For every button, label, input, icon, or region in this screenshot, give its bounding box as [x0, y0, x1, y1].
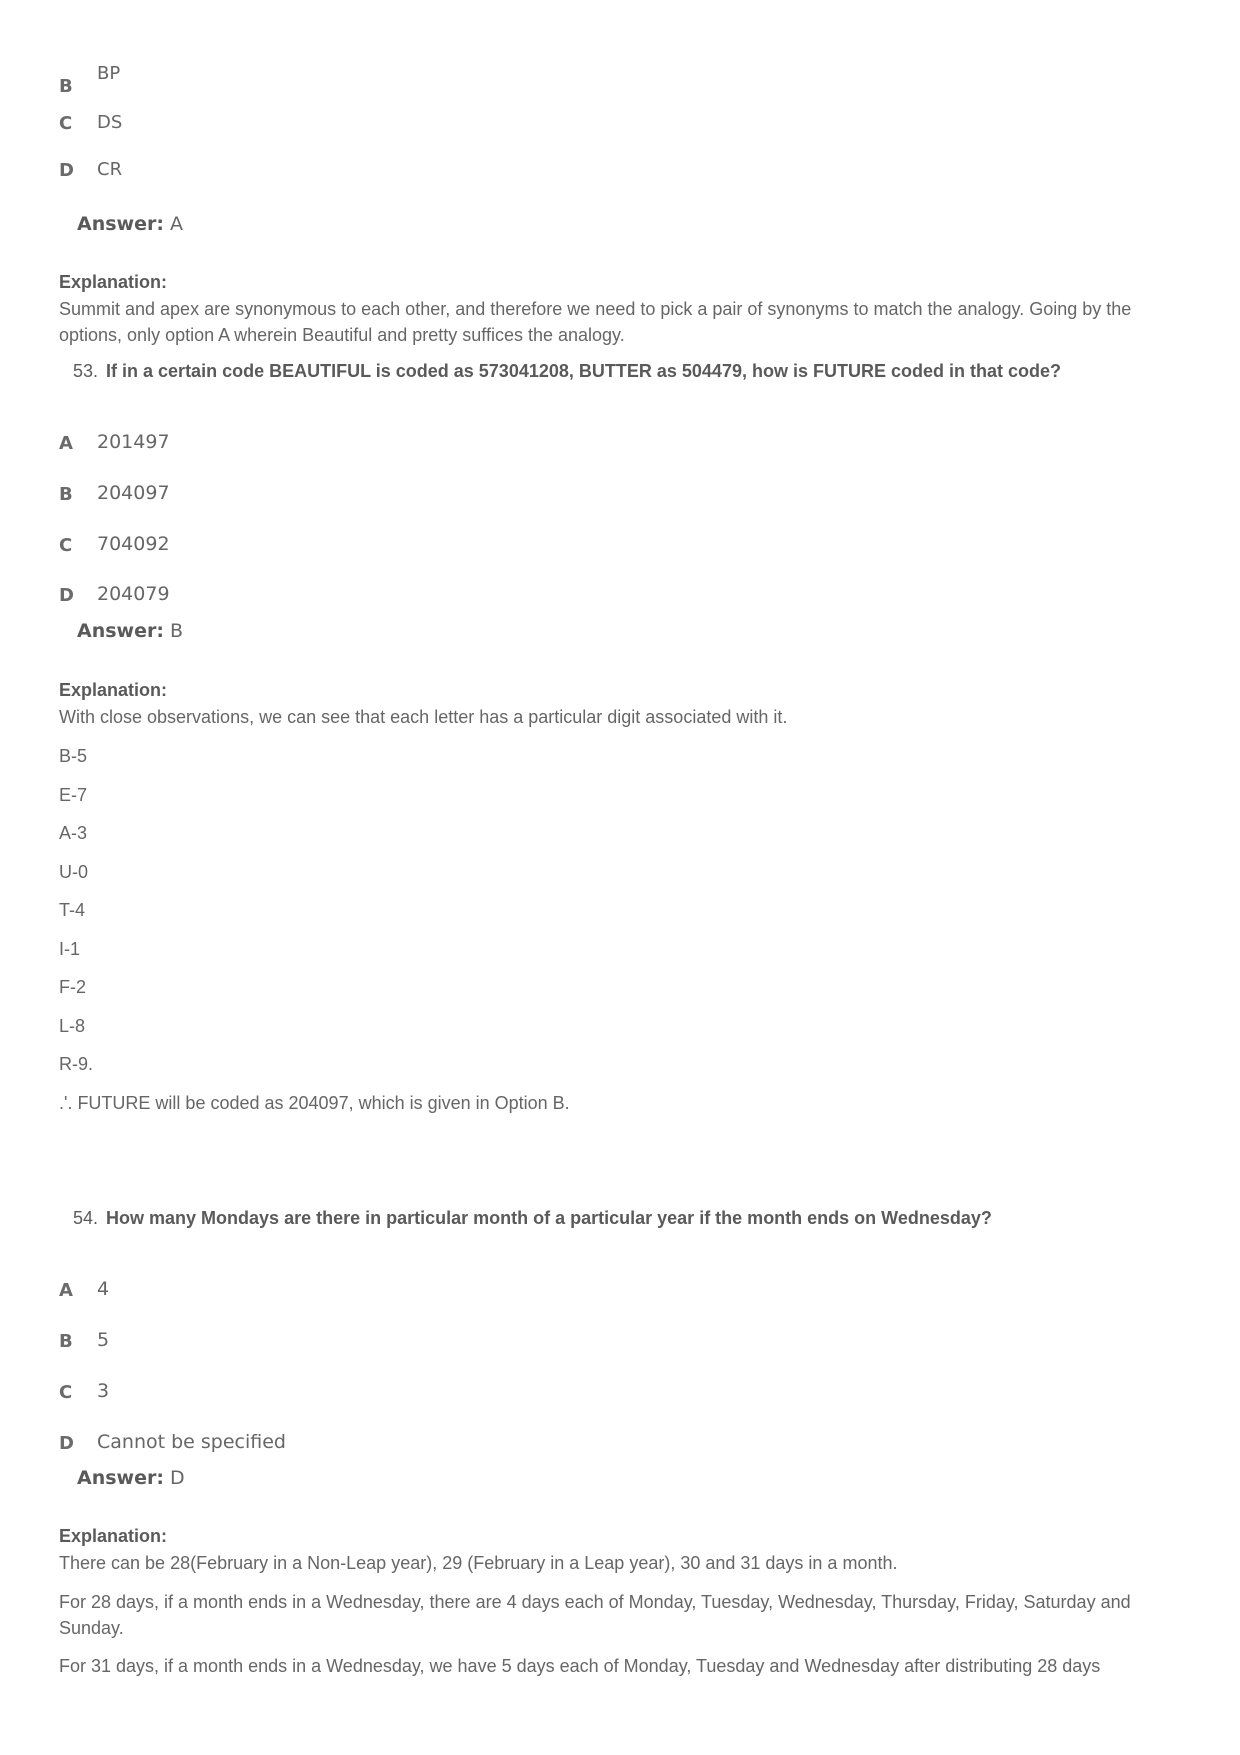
question-53	[73, 361, 1061, 382]
option-text: 3	[97, 1380, 110, 1402]
option-text: 4	[97, 1278, 110, 1300]
code-mapping: I-1	[59, 939, 81, 959]
explanation-text: With close observations, we can see that each letter has a particular digit associated with it.	[59, 707, 788, 727]
option-letter: C	[59, 1382, 73, 1403]
option-letter: B	[59, 76, 73, 97]
code-mapping: F-2	[59, 977, 86, 997]
answer-line	[77, 213, 183, 235]
explanation-title: Explanation:	[59, 1526, 168, 1546]
code-mapping: L-8	[59, 1016, 86, 1036]
option-text: DS	[97, 112, 123, 133]
code-mapping: A-3	[59, 823, 88, 843]
option-letter: B	[59, 484, 73, 505]
code-mapping: E-7	[59, 785, 88, 805]
code-mapping: R-9.	[59, 1054, 94, 1074]
question-text: How many Mondays are there in particular month of a particular year if the month ends on Wednesday?	[106, 1208, 992, 1228]
option-letter: B	[59, 1331, 73, 1352]
option-letter: A	[59, 1280, 73, 1301]
answer-label: Answer:	[77, 1467, 164, 1489]
code-mapping: U-0	[59, 862, 89, 882]
option-text: BP	[97, 63, 121, 84]
explanation-title: Explanation:	[59, 272, 168, 292]
answer-value: A	[170, 213, 183, 235]
option-letter: C	[59, 113, 73, 134]
option-text: Cannot be specified	[97, 1431, 286, 1453]
question-number: 53.	[73, 361, 99, 381]
option-letter: D	[59, 160, 74, 181]
option-text: 204079	[97, 583, 170, 605]
question-text: If in a certain code BEAUTIFUL is coded as 573041208, BUTTER as 504479, how is FUTURE coded in that code?	[106, 361, 1061, 381]
explanation-paragraph: There can be 28(February in a Non-Leap year), 29 (February in a Leap year), 30 and 31 days in a month.	[59, 1553, 898, 1573]
explanation-paragraph: For 28 days, if a month ends in a Wednesday, there are 4 days each of Monday, Tuesday, Wednesday, Thursday, Friday, Saturday and Sunday.	[59, 1592, 1131, 1638]
option-text: 704092	[97, 533, 170, 555]
question-54	[73, 1208, 992, 1229]
option-text: 201497	[97, 431, 170, 453]
answer-value: B	[170, 620, 184, 642]
option-letter: A	[59, 433, 73, 454]
question-number: 54.	[73, 1208, 99, 1228]
option-text: CR	[97, 159, 123, 180]
option-text: 204097	[97, 482, 170, 504]
option-letter: D	[59, 1433, 74, 1454]
explanation-conclusion: .'. FUTURE will be coded as 204097, which is given in Option B.	[59, 1093, 570, 1113]
option-letter: C	[59, 535, 73, 556]
code-mapping: B-5	[59, 746, 88, 766]
option-letter: D	[59, 585, 74, 606]
option-text: 5	[97, 1329, 110, 1351]
code-mapping: T-4	[59, 900, 86, 920]
answer-value: D	[170, 1467, 185, 1489]
answer-label: Answer:	[77, 213, 164, 235]
answer-line	[77, 620, 183, 642]
answer-line	[77, 1467, 185, 1489]
answer-label: Answer:	[77, 620, 164, 642]
explanation-paragraph: For 31 days, if a month ends in a Wednesday, we have 5 days each of Monday, Tuesday and Wednesday after distributing 28 days	[59, 1656, 1101, 1676]
explanation-text: Summit and apex are synonymous to each other, and therefore we need to pick a pair of synonyms to match the analogy. Going by the options, only option A wherein Beautiful and pretty suffices the analogy.	[59, 299, 1132, 345]
explanation-title: Explanation:	[59, 680, 168, 700]
